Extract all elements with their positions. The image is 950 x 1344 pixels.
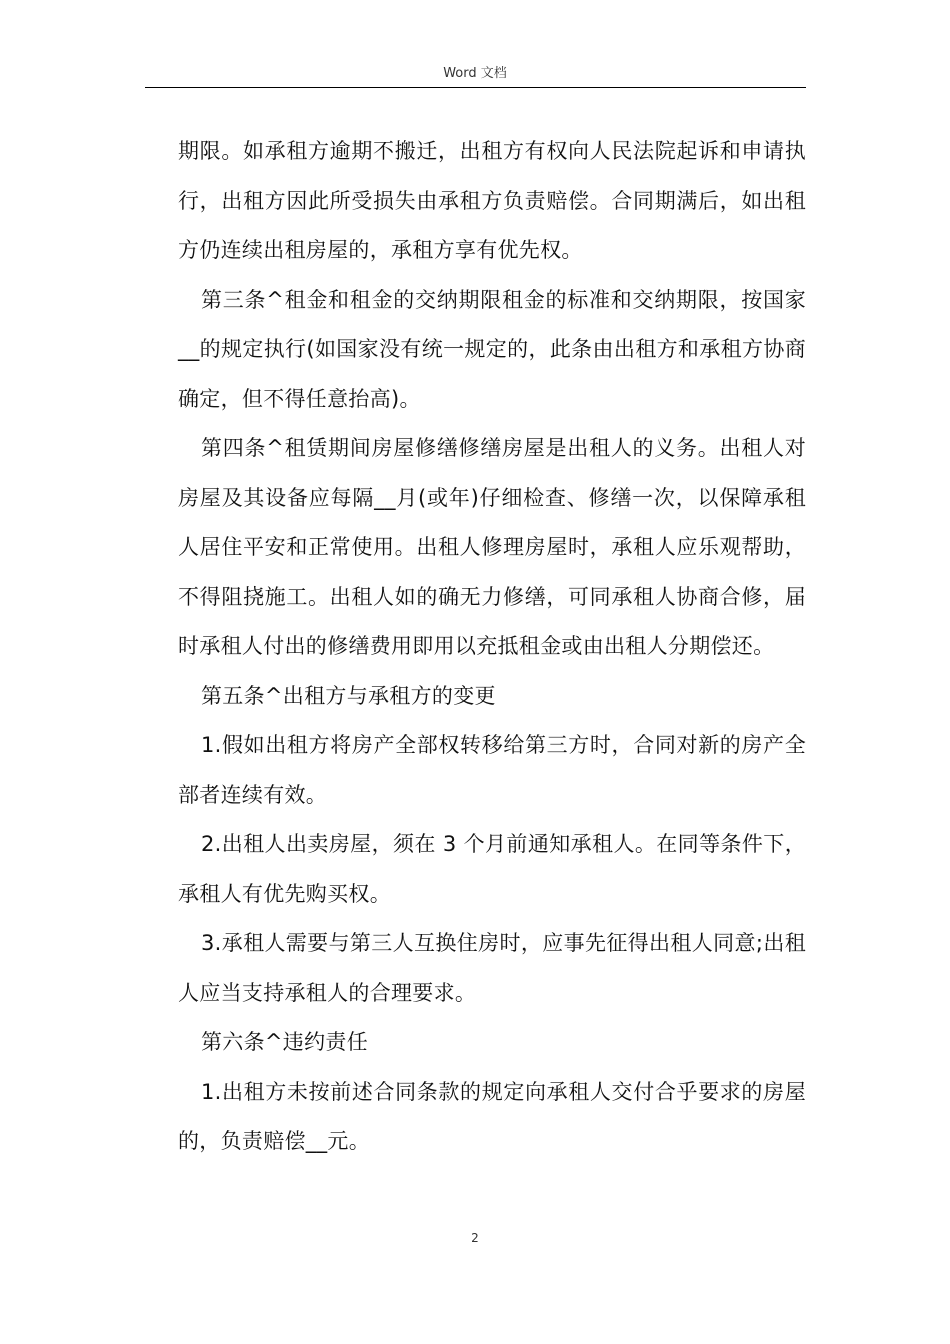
paragraph-article-6-heading: 第六条^违约责任	[201, 1030, 368, 1054]
paragraph-article-5-item-1: 1.假如出租方将房产全部权转移给第三方时，合同对新的房产全部者连续有效。	[178, 733, 806, 807]
paragraph-article-5-heading: 第五条^出租方与承租方的变更	[201, 683, 496, 708]
paragraph-article-3: 第三条^租金和租金的交纳期限租金的标准和交纳期限，按国家__的规定执行(如国家没有统一规定的，此条由出租方和承租方协商确定，但不得任意抬高)。	[178, 287, 806, 411]
document-body	[178, 127, 806, 1167]
page-header: Word 文档	[443, 66, 507, 81]
paragraph-article-4: 第四条^租赁期间房屋修缮修缮房屋是出租人的义务。出租人对房屋及其设备应每隔__月(或年)仔细检查、修缮一次，以保障承租人居住平安和正常使用。出租人修理房屋时，承租人应乐观帮助，不得阻挠施工。出租人如的确无力修缮，可同承租人协商合修，届时承租人付出的修缮费用即用以充抵租金或由出租人分期偿还。	[178, 436, 806, 658]
paragraph-article-5-item-3: 3.承租人需要与第三人互换住房时，应事先征得出租人同意;出租人应当支持承租人的合理要求。	[178, 931, 806, 1005]
paragraph-article-6-item-1: 1.出租方未按前述合同条款的规定向承租人交付合乎要求的房屋的，负责赔偿__元。	[178, 1079, 806, 1153]
paragraph-continuation: 期限。如承租方逾期不搬迁，出租方有权向人民法院起诉和申请执行，出租方因此所受损失由承租方负责赔偿。合同期满后，如出租方仍连续出租房屋的，承租方享有优先权。	[178, 139, 806, 262]
page-number: 2	[471, 1231, 479, 1245]
paragraph-article-5-item-2: 2.出租人出卖房屋，须在 3 个月前通知承租人。在同等条件下，承租人有优先购买权。	[178, 832, 806, 906]
header-divider	[145, 87, 806, 88]
